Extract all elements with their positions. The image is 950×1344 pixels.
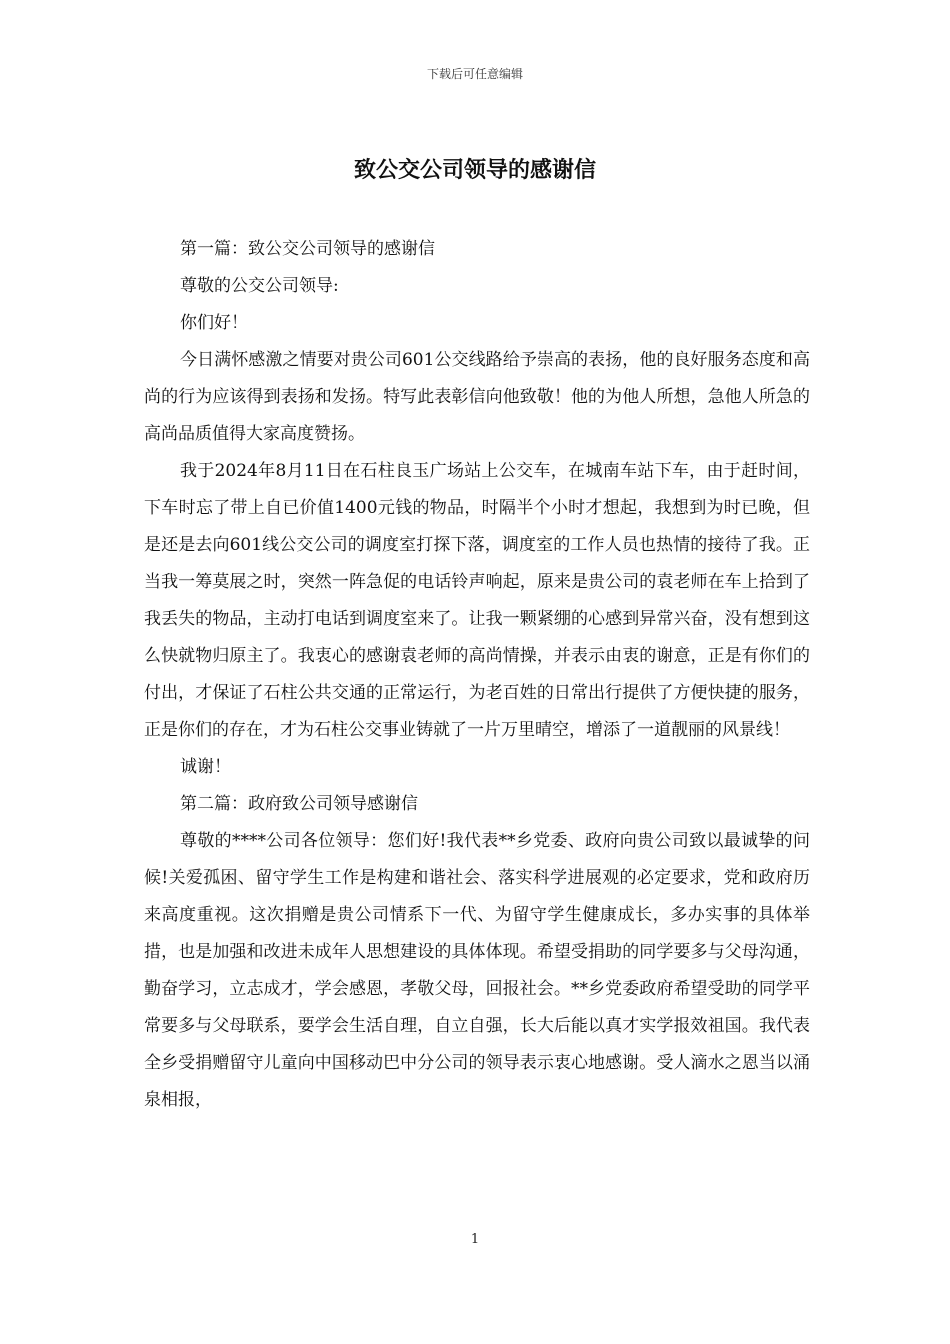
- section-heading-2: 第二篇：政府致公司领导感谢信: [180, 794, 418, 814]
- page-header-note: 下载后可任意编辑: [426, 67, 523, 81]
- section-heading-1: 第一篇：致公交公司领导的感谢信: [180, 239, 435, 259]
- closing: 诚谢！: [180, 757, 231, 777]
- document-body: [144, 231, 810, 1119]
- body-paragraph: 尊敬的****公司各位领导：您们好!我代表**乡党委、政府向贵公司致以最诚挚的问候!关爱孤困、留守学生工作是构建和谐社会、落实科学进展观的必定要求，党和政府历来高度重视。这次捐赠是贵公司情系下一代、为留守学生健康成长，多办实事的具体举措，也是加强和改进未成年人思想建设的具体体现。希望受捐助的同学要多与父母沟通，勤奋学习，立志成才，学会感恩，孝敬父母，回报社会。**乡党委政府希望受助的同学平常要多与父母联系，要学会生活自理，自立自强，长大后能以真才实学报效祖国。我代表全乡受捐赠留守儿童向中国移动巴中分公司的领导表示衷心地感谢。受人滴水之恩当以涌泉相报，: [144, 831, 810, 1110]
- page-number: 1: [470, 1232, 480, 1247]
- greeting: 你们好！: [180, 313, 248, 333]
- salutation: 尊敬的公交公司领导:: [180, 276, 339, 296]
- body-paragraph: 我于2024年8月11日在石柱良玉广场站上公交车，在城南车站下车，由于赶时间，下车时忘了带上自已价值1400元钱的物品，时隔半个小时才想起，我想到为时已晚，但是还是去向601线公交公司的调度室打探下落，调度室的工作人员也热情的接待了我。正当我一筹莫展之时，突然一阵急促的电话铃声响起，原来是贵公司的袁老师在车上拾到了我丢失的物品，主动打电话到调度室来了。让我一颗紧绷的心感到异常兴奋，没有想到这么快就物归原主了。我衷心的感谢袁老师的高尚情操，并表示由衷的谢意，正是有你们的付出，才保证了石柱公共交通的正常运行，为老百姓的日常出行提供了方便快捷的服务，正是你们的存在，才为石柱公交事业铸就了一片万里晴空，增添了一道靓丽的风景线！: [144, 461, 810, 740]
- body-paragraph: 今日满怀感激之情要对贵公司601公交线路给予崇高的表扬，他的良好服务态度和高尚的行为应该得到表扬和发扬。特写此表彰信向他致敬！他的为他人所想，急他人所急的高尚品质值得大家高度赞扬。: [144, 350, 810, 444]
- document-title: 致公交公司领导的感谢信: [353, 157, 596, 183]
